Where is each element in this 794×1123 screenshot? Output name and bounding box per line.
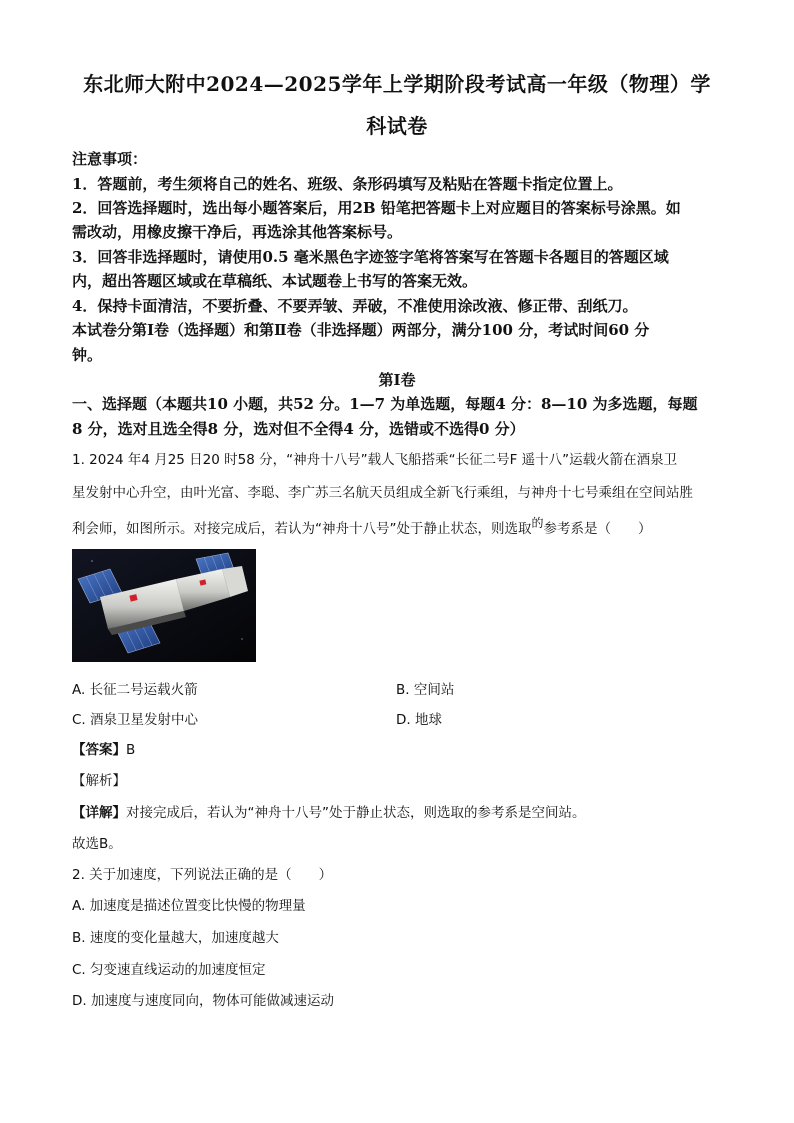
q1-stem-line3-pre: 利会师，如图所示。对接完成后，若认为“神舟十八号”处于静止状态，则选取 (72, 521, 532, 537)
detail-label: 【详解】 (72, 805, 126, 821)
detail-text: 对接完成后，若认为“神舟十八号”处于静止状态，则选取的参考系是空间站。 (126, 805, 586, 821)
note-item-1: 1．答题前，考生须将自己的姓名、班级、条形码填写及粘贴在答题卡指定位置上。 (72, 175, 623, 193)
q1-stem-line3-post: 参考系是（ ） (543, 521, 652, 537)
q1-analysis-label: 【解析】 (72, 773, 126, 789)
exam-info-a: 本试卷分第Ⅰ卷（选择题）和第Ⅱ卷（非选择题）两部分，满分100 分，考试时间60 分 (72, 321, 650, 339)
q2-option-a: A. 加速度是描述位置变比快慢的物理量 (72, 898, 306, 914)
q1-detail (72, 801, 722, 821)
answer-label: 【答案】 (72, 742, 126, 758)
exam-title-line1: 东北师大附中2024—2025学年上学期阶段考试高一年级（物理）学 (83, 72, 711, 96)
q1-stem-sup: 的 (531, 516, 544, 530)
q1-stem-line1: 1. 2024 年4 月25 日20 时58 分，“神舟十八号”载人飞船搭乘“长征二号F 遥十八”运载火箭在酒泉卫 (72, 452, 678, 468)
q1-stem-line2: 星发射中心升空，由叶光富、李聪、李广苏三名航天员组成全新飞行乘组，与神舟十七号乘组在空间站胜 (72, 485, 693, 501)
answer-value: B (126, 742, 136, 758)
q1-option-a: A. 长征二号运载火箭 (72, 682, 198, 698)
note-item-2a: 2．回答选择题时，选出每小题答案后，用2B 铅笔把答题卡上对应题目的答案标号涂黑。如 (72, 199, 681, 217)
part1-heading: 第Ⅰ卷 (378, 371, 416, 389)
section-heading-a: 一、选择题（本题共10 小题，共52 分。1—7 为单选题，每题4 分：8—10 为多选题，每题 (72, 395, 698, 413)
q1-option-d: D. 地球 (396, 712, 442, 728)
q1-stem-line3 (72, 517, 722, 537)
q2-stem: 2. 关于加速度，下列说法正确的是（ ） (72, 867, 333, 883)
exam-title-line2: 科试卷 (366, 114, 428, 138)
space-station-image (72, 549, 256, 662)
note-item-3a: 3．回答非选择题时，请使用0.5 毫米黑色字迹签字笔将答案写在答题卡各题目的答题区域 (72, 248, 669, 266)
space-station-illustration (72, 549, 256, 662)
q1-answer (72, 738, 722, 758)
q2-option-c: C. 匀变速直线运动的加速度恒定 (72, 962, 266, 978)
q1-option-c: C. 酒泉卫星发射中心 (72, 712, 199, 728)
q2-option-b: B. 速度的变化量越大，加速度越大 (72, 930, 279, 946)
q2-option-d: D. 加速度与速度同向，物体可能做减速运动 (72, 993, 334, 1009)
section-heading-b: 8 分，选对且选全得8 分，选对但不全得4 分，选错或不选得0 分） (72, 420, 525, 438)
q1-option-b: B. 空间站 (396, 682, 455, 698)
exam-info-b: 钟。 (72, 346, 103, 364)
note-item-4: 4．保持卡面清洁，不要折叠、不要弄皱、弄破，不准使用涂改液、修正带、刮纸刀。 (72, 297, 638, 315)
note-item-3b: 内，超出答题区域或在草稿纸、本试题卷上书写的答案无效。 (72, 272, 478, 290)
notes-heading: 注意事项： (72, 150, 148, 168)
note-item-2b: 需改动，用橡皮擦干净后，再选涂其他答案标号。 (72, 223, 403, 241)
q1-conclusion: 故选B。 (72, 836, 122, 852)
